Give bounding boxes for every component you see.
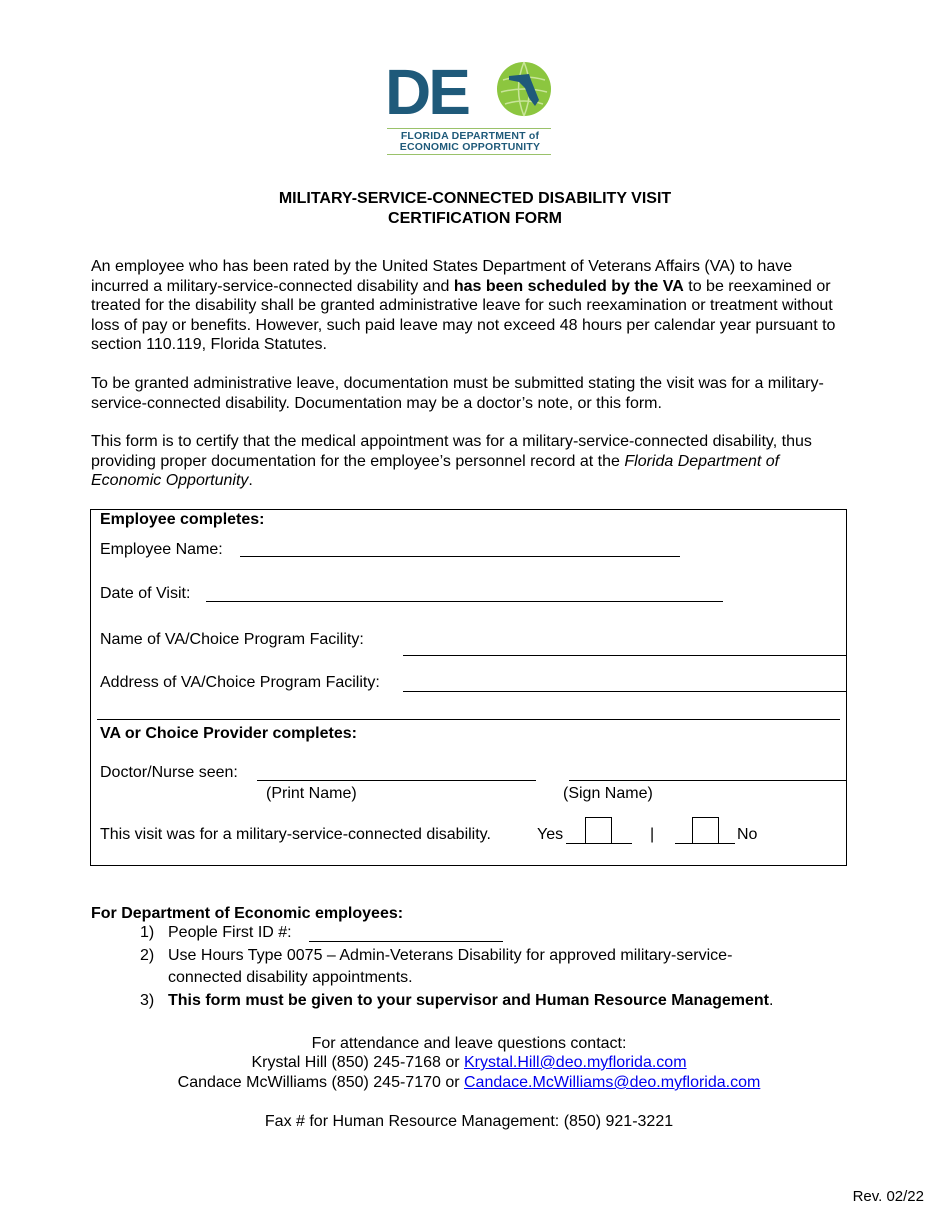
dept-item-1	[140, 922, 292, 944]
dept-item-3-bold: This form must be given to your supervisor and Human Resource Management	[168, 992, 770, 1009]
intro-p3-italic: Florida Department of Economic Opportunity	[91, 452, 780, 489]
dept-item-3-tail: .	[769, 992, 774, 1009]
contact-candace	[0, 1073, 938, 1093]
intro-p1-text-a: An employee who has been rated by the United States Department of Veterans Affairs (VA) to have incurred a military-service-connected disability and	[91, 258, 793, 295]
people-first-id-field[interactable]	[309, 941, 503, 942]
provider-section-header: VA or Choice Provider completes:	[100, 725, 357, 742]
date-of-visit-field[interactable]	[206, 601, 723, 602]
dept-section-header: For Department of Economic employees:	[91, 905, 404, 922]
section-divider	[97, 719, 840, 720]
contact-krystal	[0, 1053, 938, 1073]
facility-name-label: Name of VA/Choice Program Facility:	[100, 631, 364, 648]
dept-item-2-text: Use Hours Type 0075 – Admin-Veterans Disability for approved military-service-	[168, 947, 733, 964]
facility-name-field[interactable]	[403, 655, 846, 656]
logo-letters: DE	[385, 56, 468, 128]
no-checkbox[interactable]	[692, 817, 719, 844]
dept-item-3-number: 3)	[140, 992, 155, 1009]
intro-p1-text-b: to be reexamined or treated for the disability shall be granted administrative leave for such reexamination or treatment without loss of pay or benefits. However, such paid leave may not exceed 48 hours per calendar year pursuant to section 110.119, Florida Statutes.	[91, 277, 836, 353]
logo-org-line2: ECONOMIC OPPORTUNITY	[399, 141, 541, 153]
form-title-line1: MILITARY-SERVICE-CONNECTED DISABILITY VISIT	[278, 190, 672, 207]
intro-p3-text-a: This form is to certify that the medical appointment was for a military-service-connected disability, thus providing proper documentation for the employee’s personnel record at the	[91, 433, 812, 470]
print-name-caption: (Print Name)	[266, 785, 357, 802]
logo-rule-bottom	[387, 154, 551, 155]
dept-item-2	[140, 945, 732, 967]
contact-candace-text: Candace McWilliams (850) 245-7170 or	[177, 1074, 464, 1091]
sign-name-caption: (Sign Name)	[563, 785, 653, 802]
logo-org-line1: FLORIDA DEPARTMENT of	[400, 130, 540, 142]
contact-intro: For attendance and leave questions contact:	[311, 1035, 627, 1052]
facility-address-field[interactable]	[403, 691, 846, 692]
dept-item-1-number: 1)	[140, 924, 155, 941]
candace-email-link[interactable]: Candace.McWilliams@deo.myflorida.com	[464, 1074, 761, 1091]
employee-section-header: Employee completes:	[100, 511, 265, 528]
yes-no-separator: |	[650, 826, 655, 843]
intro-paragraph-1	[91, 257, 851, 355]
contact-krystal-text: Krystal Hill (850) 245-7168 or	[251, 1054, 464, 1071]
visit-statement: This visit was for a military-service-connected disability.	[100, 826, 491, 843]
intro-paragraph-2: To be granted administrative leave, documentation must be submitted stating the visit was for a military-service-connected disability. Documentation may be a doctor’s note, or this form.	[91, 375, 824, 412]
logo-org-name	[385, 131, 555, 153]
employee-name-field[interactable]	[240, 556, 680, 557]
dept-item-2-continuation: connected disability appointments.	[168, 969, 413, 986]
doctor-sign-name-field[interactable]	[569, 780, 846, 781]
hr-fax-number: Fax # for Human Resource Management: (850) 921-3221	[264, 1113, 674, 1130]
dept-item-1-text: People First ID #:	[168, 924, 292, 941]
doctor-nurse-label: Doctor/Nurse seen:	[100, 764, 238, 781]
date-of-visit-label: Date of Visit:	[100, 585, 191, 602]
intro-p3-text-b: .	[248, 472, 253, 489]
krystal-email-link[interactable]: Krystal.Hill@deo.myflorida.com	[464, 1054, 687, 1071]
no-label: No	[737, 826, 758, 843]
dept-item-2-number: 2)	[140, 947, 155, 964]
yes-label: Yes	[537, 826, 564, 843]
logo-rule	[387, 128, 551, 129]
revision-date: Rev. 02/22	[852, 1188, 924, 1205]
florida-globe-icon	[495, 60, 553, 118]
form-title-line2: CERTIFICATION FORM	[388, 210, 562, 227]
deo-logo	[383, 56, 555, 160]
yes-checkbox[interactable]	[585, 817, 612, 844]
facility-address-label: Address of VA/Choice Program Facility:	[100, 674, 380, 691]
form-title	[0, 189, 950, 229]
intro-paragraph-3	[91, 432, 851, 491]
intro-p1-bold: has been scheduled by the VA	[453, 277, 684, 295]
dept-item-3	[140, 990, 773, 1012]
doctor-print-name-field[interactable]	[257, 780, 536, 781]
employee-name-label: Employee Name:	[100, 541, 223, 558]
